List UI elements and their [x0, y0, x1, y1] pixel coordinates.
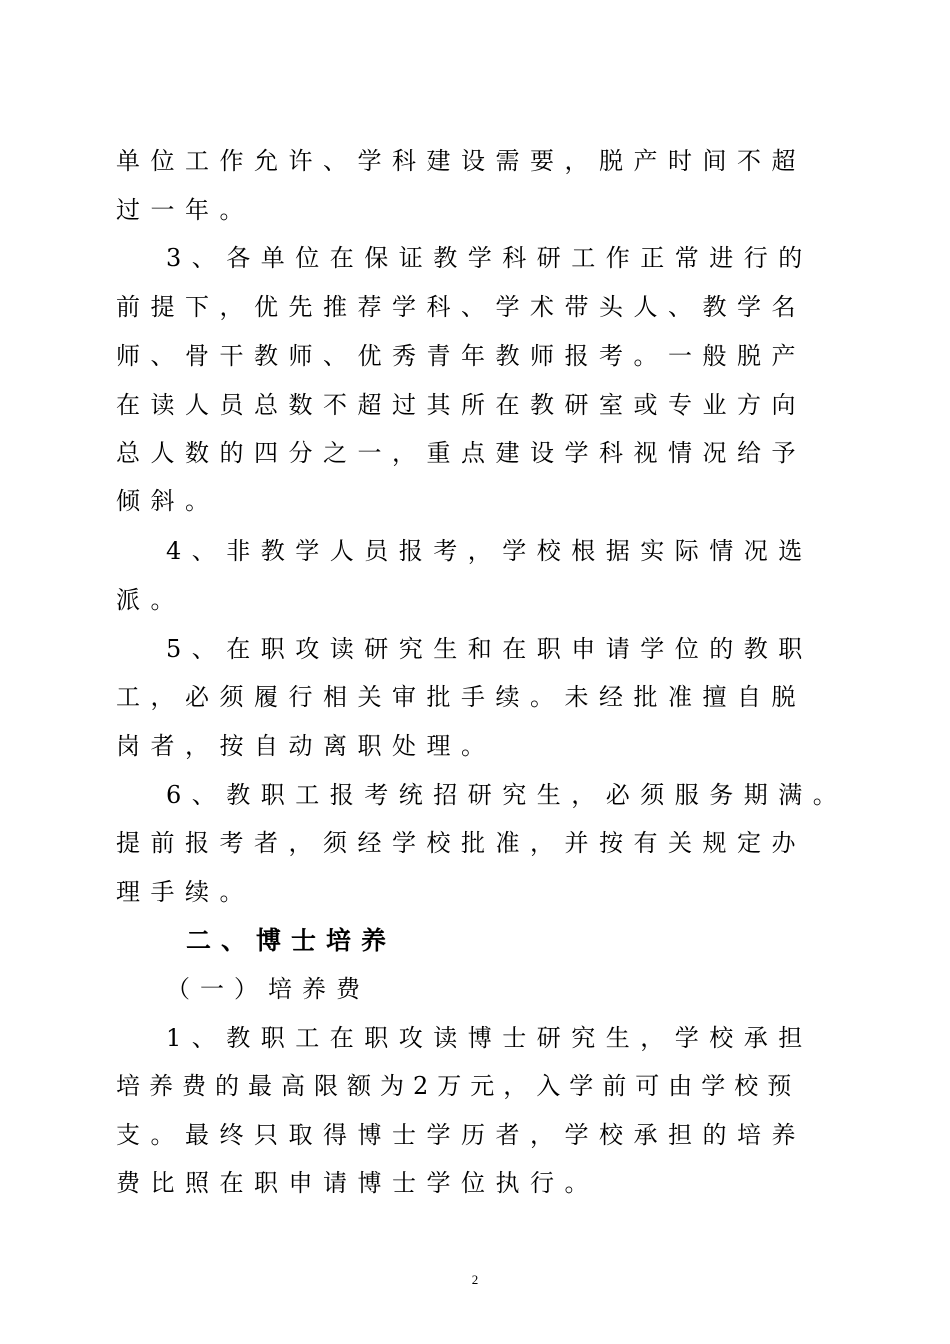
text-line: 培养费的最高限额为2万元，入学前可由学校预 [116, 1072, 801, 1100]
text-line: 工，必须履行相关审批手续。未经批准擅自脱 [116, 683, 806, 711]
text-line: 5、在职攻读研究生和在职申请学位的教职 [166, 635, 813, 663]
text-line: 前提下，优先推荐学科、学术带头人、教学名 [116, 293, 806, 321]
page-number: 2 [471, 1272, 479, 1287]
section-heading: 二、博士培养 [186, 926, 397, 955]
text-line: 费比照在职申请博士学位执行。 [116, 1169, 599, 1197]
text-line: 在读人员总数不超过其所在教研室或专业方向 [116, 391, 806, 419]
subsection-heading: （一）培养费 [166, 975, 370, 1003]
text-line: 岗者，按自动离职处理。 [116, 732, 496, 760]
text-line: 支。最终只取得博士学历者，学校承担的培养 [116, 1121, 806, 1149]
text-line: 6、教职工报考统招研究生，必须服务期满。 [166, 781, 848, 809]
text-line: 1、教职工在职攻读博士研究生，学校承担 [166, 1024, 813, 1052]
text-line: 派。 [116, 586, 185, 614]
text-line: 理手续。 [116, 878, 254, 906]
text-line: 倾斜。 [116, 487, 220, 515]
text-line: 3、各单位在保证教学科研工作正常进行的 [166, 244, 813, 272]
text-line: 过一年。 [116, 196, 254, 224]
text-line: 单位工作允许、学科建设需要，脱产时间不超 [116, 147, 806, 175]
text-line: 总人数的四分之一，重点建设学科视情况给予 [116, 439, 806, 467]
text-line: 提前报考者，须经学校批准，并按有关规定办 [116, 829, 806, 857]
text-line: 4、非教学人员报考，学校根据实际情况选 [166, 537, 813, 565]
text-line: 师、骨干教师、优秀青年教师报考。一般脱产 [116, 342, 806, 370]
